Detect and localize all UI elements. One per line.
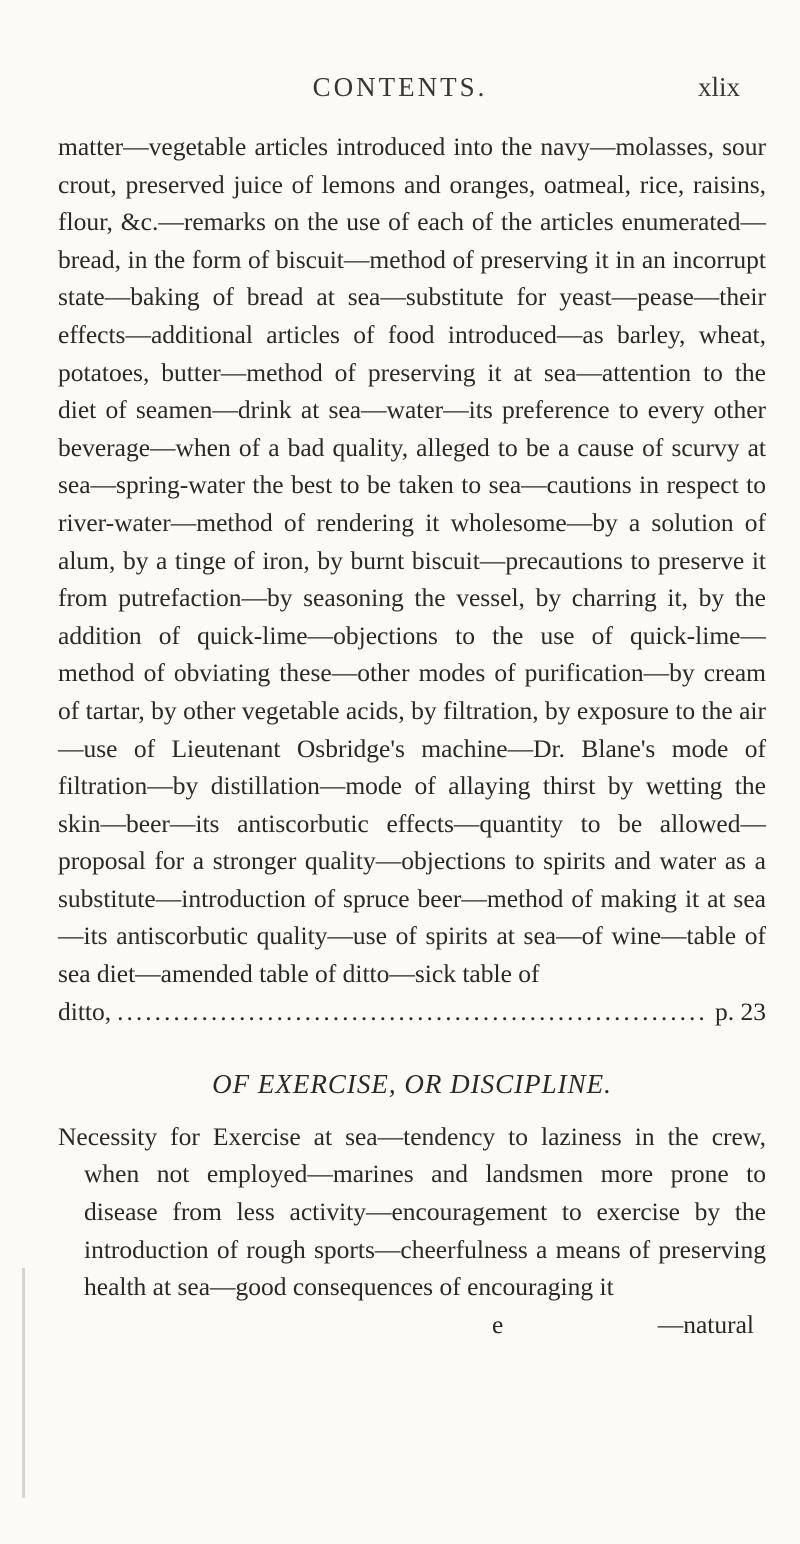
dot-leader <box>117 993 709 1031</box>
contents-entry-text: Necessity for Exercise at sea—tendency to laziness in the crew, when not employed—marines and landsmen more prone to disease from less activity—encouragement to exercise by the introduction of rough sports—cheerfulness a means of preserving health at sea—good consequences of encouraging it <box>58 1121 766 1302</box>
leader-start-word: ditto, <box>58 996 112 1026</box>
page-header <box>0 72 800 112</box>
signature-mark: e <box>492 1309 504 1339</box>
contents-entry-exercise <box>58 1118 766 1306</box>
page-reference: p. 23 <box>715 996 766 1026</box>
page-number: xlix <box>697 72 740 102</box>
running-title: CONTENTS. <box>312 72 488 102</box>
contents-entry-diet <box>58 128 766 993</box>
catchword: —natural <box>657 1309 754 1339</box>
page-footer <box>58 1306 766 1344</box>
section-heading: OF EXERCISE, OR DISCIPLINE. <box>212 1069 612 1100</box>
contents-entry-text: matter—vegetable articles introduced into the navy—molasses, sour crout, preserved juice of lemons and oranges, oatmeal, rice, raisins, flour, &c.—remarks on the use of each of the articles enumerated—bread, in the form of biscuit—method of preserving it in an incorrupt state—baking of bread at sea—substitute for yeast—pease—their effects—additional articles of food introduced—as barley, wheat, potatoes, butter—method of preserving it at sea—attention to the diet of seamen—drink at sea—water—its preference to every other beverage—when of a bad quality, alleged to be a cause of scurvy at sea—spring-water the best to be taken to sea—cautions in respect to river-water—method of rendering it wholesome—by a solution of alum, by a tinge of iron, by burnt biscuit—precautions to preserve it from putrefaction—by seasoning the vessel, by charring it, by the addition of quick-lime—objections to the use of quick-lime—method of obviating these—other modes of purification—by cream of tartar, by other vegetable acids, by filtration, by exposure to the air—use of Lieutenant Osbridge's machine—Dr. Blane's mode of filtration—by distillation—mode of allaying thirst by wetting the skin—beer—its antiscorbutic effects—quantity to be allowed—proposal for a stronger quality—objections to spirits and water as a substitute—introduction of spruce beer—method of making it at sea—its antiscorbutic quality—use of spirits at sea—of wine—table of sea diet—amended table of ditto—sick table of <box>58 132 766 989</box>
page-body <box>58 128 766 1343</box>
page-edge-shadow <box>22 1268 25 1498</box>
contents-entry-leader <box>58 993 766 1031</box>
